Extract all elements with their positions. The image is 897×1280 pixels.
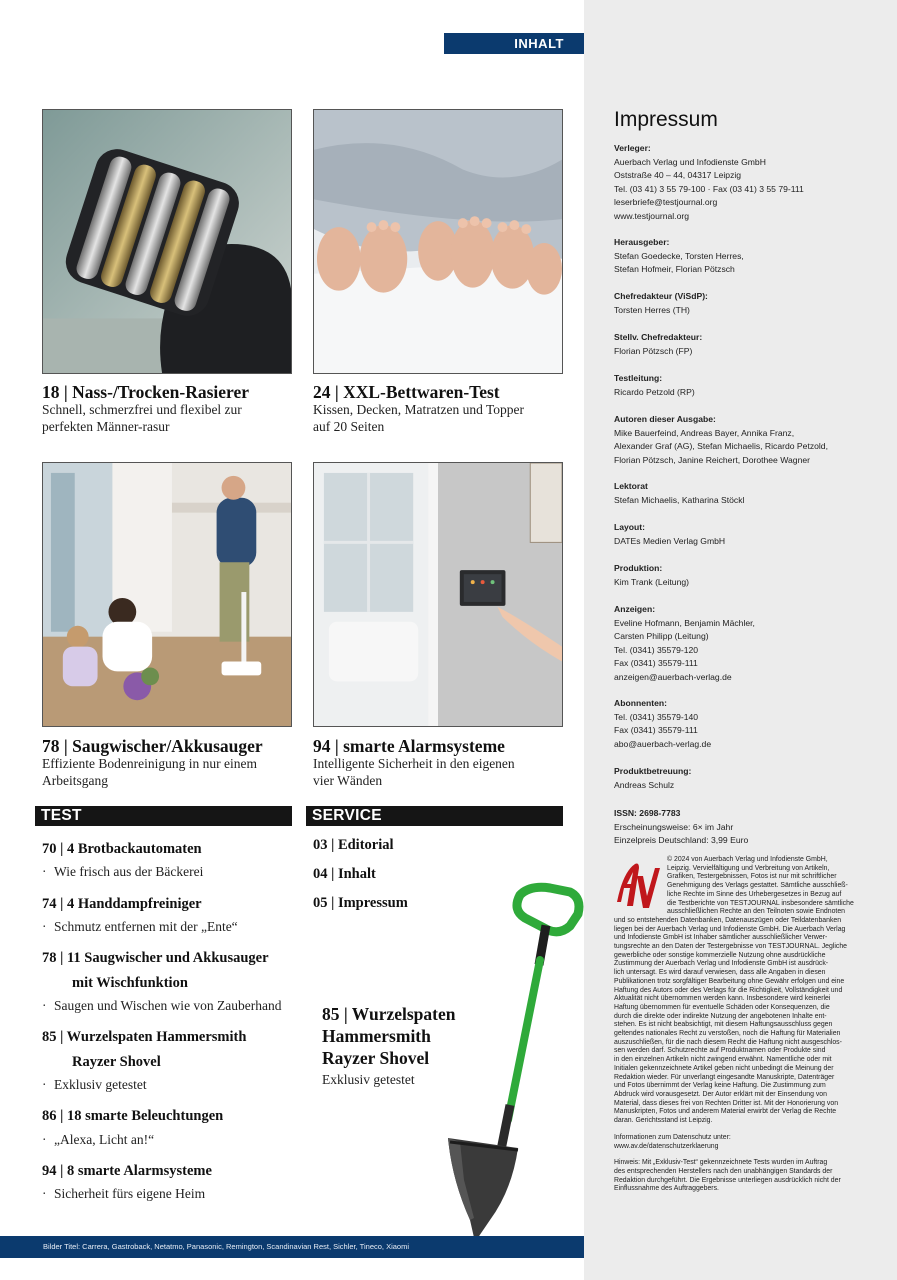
datenschutz-link[interactable]: www.av.de/datenschutzerklaerung — [614, 1142, 719, 1150]
legal-spacer — [614, 1126, 886, 1134]
impressum-line: Tel. (03 41) 3 55 79-100 · Fax (03 41) 3 55 79-111 — [614, 183, 804, 194]
datenschutz-line: Informationen zum Datenschutz unter: — [614, 1133, 731, 1141]
feature-sub-line: auf 20 Seiten — [313, 418, 385, 434]
impressum-label: Produktion: — [614, 563, 663, 573]
impressum-block-stellv — [614, 331, 884, 358]
impressum-line: Eveline Hofmann, Benjamin Mächler, — [614, 617, 755, 628]
toc-item-wet-vacuums[interactable]: 78 | 11 Saugwischer und Akkusauger — [42, 950, 269, 966]
legal-line: lich untersagt. Es wird darauf verwiesen, dass alle Angaben in diesen — [614, 969, 826, 977]
legal-line: © 2024 von Auerbach Verlag und Infodienste GmbH, — [667, 856, 828, 863]
impressum-label: Anzeigen: — [614, 604, 656, 614]
feature-title-line: Hammersmith — [322, 1026, 431, 1046]
hinweis-line: Hinweis: Mit „Exklusiv-Test“ gekennzeichnete Tests wurden im Auftrag — [614, 1159, 828, 1167]
toc-item-wet-vacuums-line2[interactable]: mit Wischfunktion — [72, 975, 188, 991]
toc-sub-spade: · Exklusiv getestet — [42, 1077, 147, 1092]
impressum-label: Produktbetreuung: — [614, 766, 692, 776]
impressum-block-produktion — [614, 562, 884, 589]
impressum-web-link[interactable]: www.testjournal.org — [614, 210, 689, 221]
impressum-email-link[interactable]: abo@auerbach-verlag.de — [614, 738, 712, 749]
toc-item-editorial[interactable]: 03 | Editorial — [313, 837, 394, 853]
impressum-line: Carsten Philipp (Leitung) — [614, 631, 709, 641]
impressum-label: Chefredakteur (ViSdP): — [614, 291, 708, 301]
legal-line: durch die direkte oder indirekte Nutzung der angebotenen Inhalte ent- — [614, 1012, 827, 1020]
photo-shaver — [42, 109, 292, 374]
feature-sub-line: Intelligente Sicherheit in den eigenen — [313, 756, 515, 771]
impressum-block-produktbetreuung — [614, 765, 884, 792]
legal-notice — [614, 856, 886, 1194]
impressum-block-abonnenten — [614, 697, 884, 751]
toc-sub-text: Exklusiv getestet — [54, 1077, 147, 1092]
impressum-label: Testleitung: — [614, 373, 663, 383]
impressum-block-anzeigen — [614, 603, 884, 684]
toc-sub-text: Sicherheit fürs eigene Heim — [54, 1186, 206, 1201]
legal-line: und Fotos übernimmt der Verlag keine Haftung. Die Zustimmung zum — [614, 1082, 826, 1090]
toc-item-impressum[interactable]: 05 | Impressum — [313, 895, 408, 911]
feature-sub-spade: Exklusiv getestet — [322, 1072, 415, 1087]
toc-item-spade[interactable]: 85 | Wurzelspaten Hammersmith — [42, 1029, 247, 1045]
legal-line: Grafiken, Testergebnissen, Fotos ist nur mit schriftlicher — [667, 873, 837, 881]
impressum-line: Fax (0341) 35579-111 — [614, 725, 698, 735]
legal-line: Initialen gekennzeichnete Artikel geben nicht unbedingt die Meinung der — [614, 1064, 834, 1072]
impressum-line: Ricardo Petzold (RP) — [614, 386, 695, 397]
hinweis-line: Einflussnahme des Auftraggebers. — [614, 1185, 719, 1193]
photo-credits-bar: Bilder Titel: Carrera, Gastroback, Netatmo, Panasonic, Remington, Scandinavian Rest, Sichler, Tineco, Xiaomi — [0, 1236, 584, 1258]
feature-sub-line: vier Wänden — [313, 772, 383, 788]
legal-line: Abdruck wird vorausgesetzt. Der Autor erklärt mit der Einsendung von — [614, 1090, 827, 1098]
legal-line: Zustimmung der Auerbach Verlag und Infodienste GmbH ist ausdrück- — [614, 960, 829, 968]
toc-sub-text: Wie frisch aus der Bäckerei — [54, 864, 204, 879]
legal-line: und Infodienste GmbH ist Inhaber sämtlicher ausschließlicher Verwer- — [614, 934, 828, 942]
impressum-label: Autoren dieser Ausgabe: — [614, 414, 716, 424]
impressum-block-lektorat — [614, 480, 884, 507]
impressum-line: Einzelpreis Deutschland: 3,99 Euro — [614, 835, 749, 845]
impressum-line: Tel. (0341) 35579-120 — [614, 644, 699, 655]
legal-line: gewerbliche oder sonstige kommerzielle Nutzung ohne ausdrückliche — [614, 951, 826, 959]
impressum-label: Herausgeber: — [614, 237, 670, 247]
impressum-line: Auerbach Verlag und Infodienste GmbH — [614, 156, 766, 167]
toc-sub-text: Schmutz entfernen mit der „Ente“ — [54, 919, 238, 934]
toc-sub-bread-makers: · Wie frisch aus der Bäckerei — [42, 864, 204, 879]
impressum-line: Kim Trank (Leitung) — [614, 576, 689, 587]
impressum-line: Oststraße 40 – 44, 04317 Leipzig — [614, 170, 742, 180]
toc-item-alarm-systems[interactable]: 94 | 8 smarte Alarmsysteme — [42, 1163, 212, 1179]
impressum-line: Fax (0341) 35579-111 — [614, 658, 698, 668]
impressum-block-layout — [614, 521, 884, 548]
section-tab-inhalt: INHALT — [444, 33, 584, 54]
impressum-label: Lektorat — [614, 481, 648, 491]
legal-line: Haftung übernommen für eventuelle Schäden oder Konsequenzen, die — [614, 1003, 830, 1011]
spade-image — [430, 880, 590, 1250]
impressum-block-issn — [614, 807, 884, 848]
toc-sub-text: „Alexa, Licht an!“ — [54, 1132, 155, 1147]
impressum-line: Torsten Herres (TH) — [614, 304, 690, 315]
toc-item-steam-cleaners[interactable]: 74 | 4 Handdampfreiniger — [42, 896, 202, 912]
feature-sub-bedding — [313, 402, 524, 435]
feature-title-shaver[interactable]: 18 | Nass-/Trocken-Rasierer — [42, 382, 250, 402]
impressum-line: Stefan Goedecke, Torsten Herres, — [614, 250, 744, 261]
toc-item-spade-line2[interactable]: Rayzer Shovel — [72, 1054, 161, 1070]
legal-line: ausschließlichen Rechte an den Teilnoten sowie Endnoten — [667, 908, 845, 916]
legal-line: tungsrechte an den Daten der Testergebnisse von TESTJOURNAL. Jegliche — [614, 943, 848, 951]
impressum-label: Verleger: — [614, 143, 651, 153]
legal-line: Manuskripten, Fotos und anderem Material erwirbt der Verlag die Rechte — [614, 1108, 837, 1116]
feature-title-bedding[interactable]: 24 | XXL-Bettwaren-Test — [313, 382, 500, 402]
toc-sub-text: Saugen und Wischen wie von Zauberhand — [54, 998, 282, 1013]
legal-line: geltendes nationales Recht zu verstoßen, noch die Haftung für Materialien — [614, 1030, 841, 1038]
legal-line: Genehmigung des Verlags gestattet. Sämtliche ausschließ- — [667, 882, 848, 890]
section-header-service: SERVICE — [306, 806, 563, 826]
legal-line: daran. Gerichtsstand ist Leipzig. — [614, 1117, 713, 1125]
impressum-line: Stefan Hofmeir, Florian Pötzsch — [614, 264, 735, 274]
legal-line: Publikationen trotz sorgfältiger Bearbeitung ohne Gewähr erfolgen und eine — [614, 977, 845, 985]
photo-wet-vacuum — [42, 462, 292, 727]
legal-line: Leipzig. Vervielfältigung und Verbreitung von Artikeln, — [667, 864, 830, 872]
hinweis-line: des entsprechenden Herstellers nach den unabhängigen Standards der — [614, 1167, 833, 1175]
impressum-line: Andreas Schulz — [614, 779, 675, 790]
toc-sub-alarm-systems: · Sicherheit fürs eigene Heim — [42, 1186, 206, 1201]
impressum-line: DATEs Medien Verlag GmbH — [614, 535, 726, 546]
feature-sub-shaver — [42, 402, 242, 435]
impressum-line: Florian Pötzsch, Janine Reichert, Dorothee Wagner — [614, 454, 810, 465]
feature-sub-alarm — [313, 756, 515, 789]
feature-title-line: 85 | Wurzelspaten — [322, 1004, 456, 1024]
impressum-line: Erscheinungsweise: 6× im Jahr — [614, 821, 734, 832]
toc-item-bread-makers[interactable]: 70 | 4 Brotbackautomaten — [42, 841, 202, 857]
legal-line: auszuschließen, für die nach diesem Recht die Haftung nicht ausgeschlos- — [614, 1038, 842, 1046]
impressum-label: Layout: — [614, 522, 646, 532]
impressum-line: Mike Bauerfeind, Andreas Bayer, Annika Franz, — [614, 427, 795, 438]
impressum-line: Tel. (0341) 35579-140 — [614, 711, 699, 722]
feature-sub-line: Kissen, Decken, Matratzen und Topper — [313, 402, 524, 417]
feature-sub-wet-vacuum — [42, 756, 257, 789]
impressum-block-autoren — [614, 413, 884, 467]
impressum-block-herausgeber — [614, 236, 884, 277]
impressum-line: Florian Pötzsch (FP) — [614, 345, 693, 356]
feature-sub-line: Arbeitsgang — [42, 772, 108, 788]
feature-sub-line: perfekten Männer-rasur — [42, 418, 170, 434]
legal-line: Material, dass dieses frei von Rechten Dritter ist. Mit der Honorierung von — [614, 1099, 839, 1107]
photo-alarm-system — [313, 462, 563, 727]
impressum-line: Stefan Michaelis, Katharina Stöckl — [614, 494, 745, 505]
toc-item-inhalt[interactable]: 04 | Inhalt — [313, 866, 376, 882]
legal-line: und so entstehenden Datenbanken, Datenauszügen oder Teildatenbanken — [614, 916, 842, 924]
toc-sub-lighting: · „Alexa, Licht an!“ — [42, 1132, 155, 1147]
impressum-title: Impressum — [614, 108, 718, 131]
legal-line: die Testberichte von TESTJOURNAL insbesondere sämtliche — [667, 899, 854, 907]
impressum-label: ISSN: 2698-7783 — [614, 808, 681, 818]
impressum-line: Alexander Graf (AG), Stefan Michaelis, Ricardo Petzold, — [614, 441, 828, 451]
impressum-label: Abonnenten: — [614, 698, 667, 708]
legal-line: liche Rechte im Sinne des Urhebergesetzes in Bezug auf — [667, 890, 842, 898]
legal-line: sen werden darf. Schutzrechte auf Produktnamen oder Produkte sind — [614, 1047, 826, 1055]
impressum-label: Stellv. Chefredakteur: — [614, 332, 703, 342]
feature-title-line: Rayzer Shovel — [322, 1048, 430, 1068]
photo-bedding — [313, 109, 563, 374]
impressum-block-chefredakteur — [614, 290, 884, 317]
toc-sub-steam-cleaners: · Schmutz entfernen mit der „Ente“ — [42, 919, 238, 934]
impressum-block-verleger — [614, 142, 884, 223]
legal-spacer — [614, 1151, 886, 1159]
legal-line: Redaktion wieder. Für unverlangt eingesandte Manuskripte, Datenträger — [614, 1073, 835, 1081]
feature-title-wet-vacuum[interactable]: 78 | Saugwischer/Akkusauger — [42, 736, 263, 756]
legal-line: Haftung des Autors oder des Verlags für die Richtigkeit, Vollständigkeit und — [614, 986, 843, 994]
legal-line: in den einzelnen Artikeln nicht zwingend erwähnt. Namentliche oder mit — [614, 1056, 832, 1064]
toc-item-lighting[interactable]: 86 | 18 smarte Beleuchtungen — [42, 1108, 224, 1124]
legal-line: stehen. Es ist nicht beabsichtigt, mit diesem Haftungsausschluss gegen — [614, 1021, 833, 1029]
legal-line: liegen bei der Auerbach Verlag und Infodienste GmbH. Die Auerbach Verlag — [614, 925, 846, 933]
toc-sub-wet-vacuums: · Saugen und Wischen wie von Zauberhand — [42, 998, 282, 1013]
section-header-test: TEST — [35, 806, 292, 826]
impressum-email-link[interactable]: anzeigen@auerbach-verlag.de — [614, 671, 732, 682]
hinweis-line: Redaktion durchgeführt. Die Ergebnisse unterliegen ausdrücklich nicht der — [614, 1176, 841, 1184]
legal-line: Aktualität nicht übernommen werden kann. Insbesondere wird keinerlei — [614, 995, 831, 1003]
feature-sub-line: Effiziente Bodenreinigung in nur einem — [42, 756, 257, 771]
impressum-block-testleitung — [614, 372, 884, 399]
feature-sub-line: Schnell, schmerzfrei und flexibel zur — [42, 402, 242, 417]
feature-title-alarm[interactable]: 94 | smarte Alarmsysteme — [313, 736, 505, 756]
impressum-email-link[interactable]: leserbriefe@testjournal.org — [614, 197, 718, 207]
